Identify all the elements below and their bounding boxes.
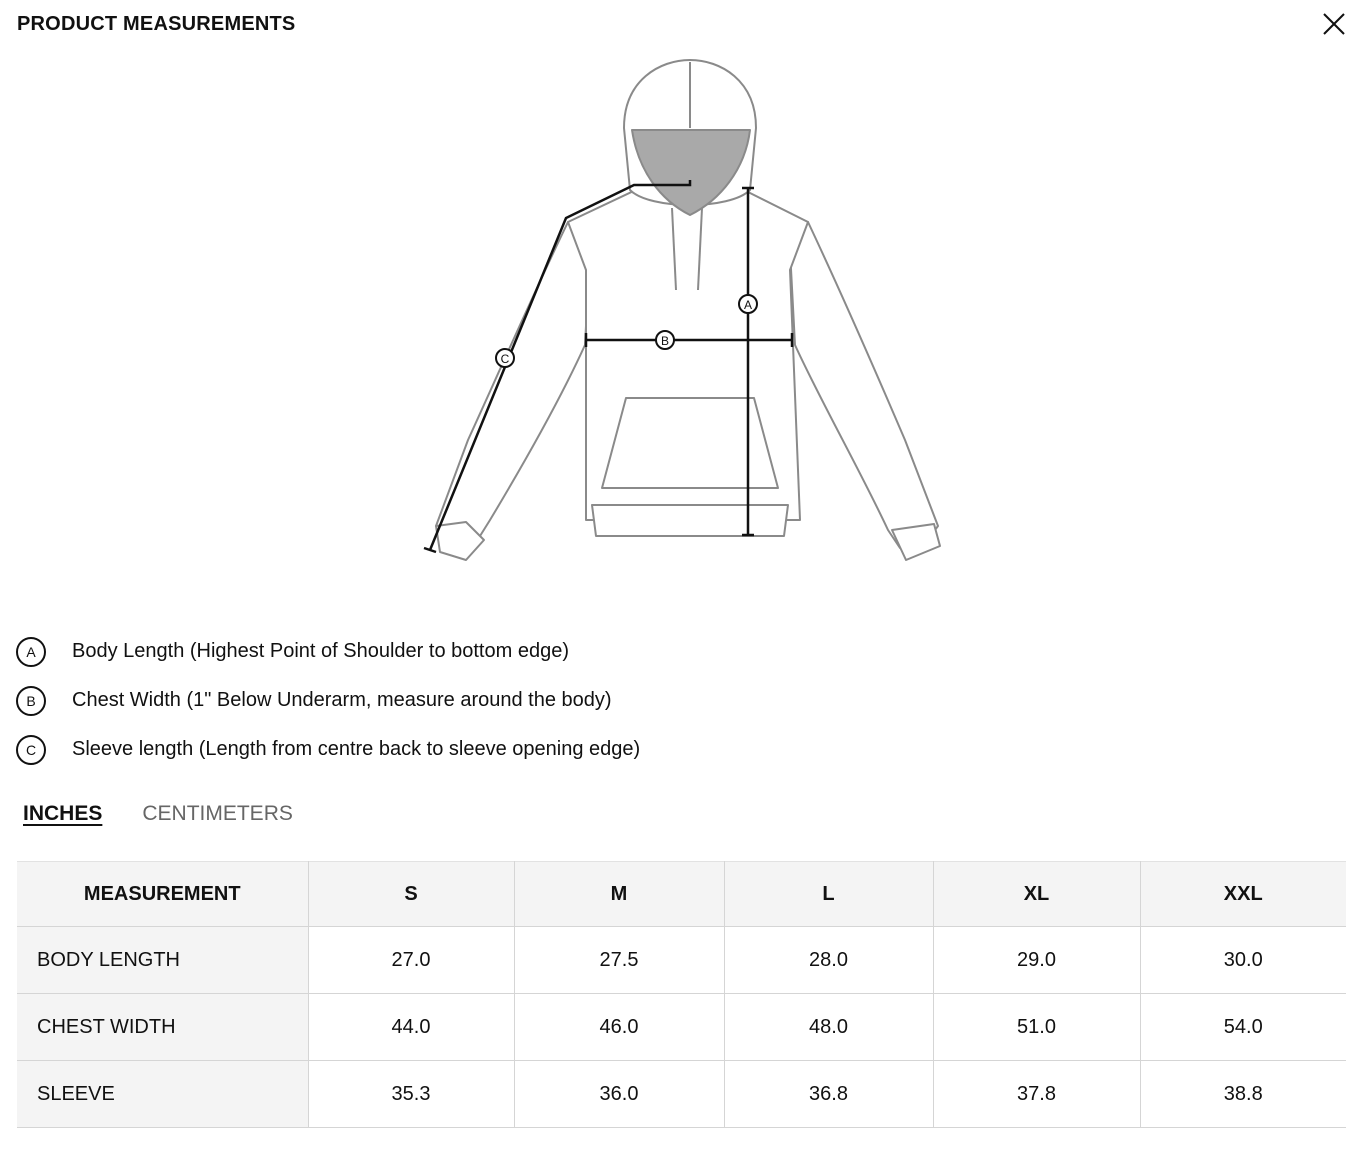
marker-a: [739, 295, 757, 313]
table-cell: 28.0: [724, 927, 933, 994]
marker-a-badge: A: [16, 637, 46, 667]
size-table: [17, 861, 1346, 1128]
column-header: MEASUREMENT: [17, 862, 308, 927]
svg-text:B: B: [660, 334, 670, 348]
legend-item: [16, 725, 640, 774]
table-cell: 38.8: [1140, 1061, 1346, 1128]
svg-text:A: A: [743, 298, 753, 312]
table-cell: 27.5: [514, 927, 724, 994]
row-label: BODY LENGTH: [17, 927, 308, 994]
column-header: XL: [933, 862, 1140, 927]
table-row: [17, 927, 1346, 994]
modal-title: PRODUCT MEASUREMENTS: [17, 13, 296, 35]
unit-tabs: [23, 802, 333, 826]
marker-c: [496, 349, 514, 367]
table-row: [17, 1061, 1346, 1128]
svg-text:C: C: [500, 352, 510, 366]
table-cell: 36.8: [724, 1061, 933, 1128]
legend-text: Chest Width (1" Below Underarm, measure around the body): [72, 689, 612, 711]
table-cell: 37.8: [933, 1061, 1140, 1128]
tab-inches[interactable]: INCHES: [23, 802, 103, 825]
table-cell: 35.3: [308, 1061, 514, 1128]
legend-item: [16, 676, 640, 725]
table-cell: 36.0: [514, 1061, 724, 1128]
row-label: SLEEVE: [17, 1061, 308, 1128]
table-cell: 27.0: [308, 927, 514, 994]
legend-item: [16, 627, 640, 676]
row-label: CHEST WIDTH: [17, 994, 308, 1061]
table-header-row: [17, 862, 1346, 927]
marker-b: [656, 331, 674, 349]
column-header: S: [308, 862, 514, 927]
legend-text: Body Length (Highest Point of Shoulder to bottom edge): [72, 640, 569, 662]
column-header: M: [514, 862, 724, 927]
column-header: L: [724, 862, 933, 927]
table-cell: 29.0: [933, 927, 1140, 994]
table-cell: 54.0: [1140, 994, 1346, 1061]
table-row: [17, 994, 1346, 1061]
column-header: XXL: [1140, 862, 1346, 927]
table-cell: 44.0: [308, 994, 514, 1061]
table-cell: 51.0: [933, 994, 1140, 1061]
table-cell: 48.0: [724, 994, 933, 1061]
legend-text: Sleeve length (Length from centre back to sleeve opening edge): [72, 738, 641, 760]
table-cell: 46.0: [514, 994, 724, 1061]
hoodie-illustration: [436, 60, 940, 560]
tab-centimeters[interactable]: CENTIMETERS: [142, 802, 293, 825]
measurement-legend: [16, 627, 640, 774]
marker-c-badge: C: [16, 735, 46, 765]
table-cell: 30.0: [1140, 927, 1346, 994]
marker-b-badge: B: [16, 686, 46, 716]
